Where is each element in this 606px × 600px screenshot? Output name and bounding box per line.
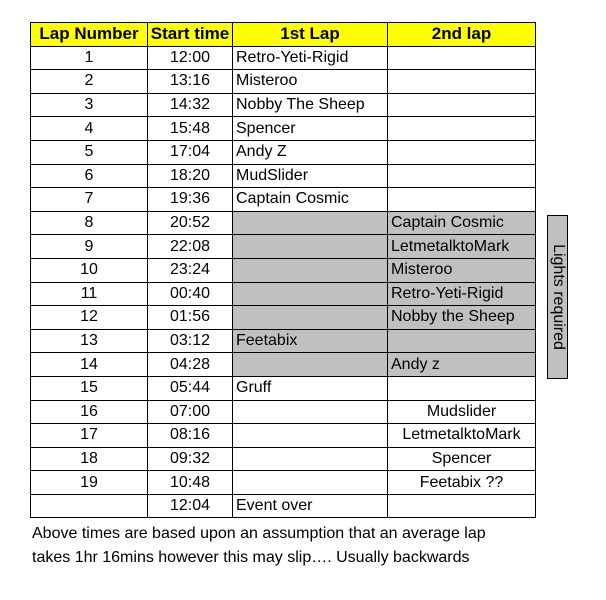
table-row bbox=[31, 329, 536, 353]
second-lap-cell bbox=[388, 140, 536, 164]
start-time-cell: 17:04 bbox=[148, 140, 233, 164]
start-time-cell: 01:56 bbox=[148, 306, 233, 330]
lights-required-label: Lights required bbox=[549, 244, 567, 350]
lap-number-cell: 11 bbox=[31, 282, 148, 306]
first-lap-cell: MudSlider bbox=[233, 164, 388, 188]
first-lap-cell: Misteroo bbox=[233, 70, 388, 94]
lap-number-cell: 10 bbox=[31, 258, 148, 282]
start-time-cell: 00:40 bbox=[148, 282, 233, 306]
second-lap-cell bbox=[388, 188, 536, 212]
table-row bbox=[31, 447, 536, 471]
footnote bbox=[32, 522, 592, 570]
lap-number-cell: 15 bbox=[31, 376, 148, 400]
lap-number-cell: 16 bbox=[31, 400, 148, 424]
start-time-cell: 14:32 bbox=[148, 93, 233, 117]
first-lap-cell: Spencer bbox=[233, 117, 388, 141]
first-lap-cell bbox=[233, 353, 388, 377]
header-row bbox=[31, 23, 536, 47]
start-time-cell: 03:12 bbox=[148, 329, 233, 353]
second-lap-cell bbox=[388, 93, 536, 117]
first-lap-cell: Nobby The Sheep bbox=[233, 93, 388, 117]
second-lap-cell bbox=[388, 70, 536, 94]
start-time-cell: 12:00 bbox=[148, 46, 233, 70]
footnote-line-1: Above times are based upon an assumption that an average lap bbox=[32, 525, 486, 542]
second-lap-cell bbox=[388, 164, 536, 188]
table-row bbox=[31, 188, 536, 212]
second-lap-cell: Spencer bbox=[388, 447, 536, 471]
start-time-cell: 10:48 bbox=[148, 471, 233, 495]
second-lap-cell: Retro-Yeti-Rigid bbox=[388, 282, 536, 306]
header-second-lap: 2nd lap bbox=[388, 23, 536, 47]
start-time-cell: 15:48 bbox=[148, 117, 233, 141]
first-lap-cell: Captain Cosmic bbox=[233, 188, 388, 212]
second-lap-cell: Nobby the Sheep bbox=[388, 306, 536, 330]
first-lap-cell: Retro-Yeti-Rigid bbox=[233, 46, 388, 70]
first-lap-cell: Andy Z bbox=[233, 140, 388, 164]
lap-number-cell: 8 bbox=[31, 211, 148, 235]
table-row bbox=[31, 46, 536, 70]
first-lap-cell bbox=[233, 306, 388, 330]
first-lap-cell bbox=[233, 424, 388, 448]
table-row bbox=[31, 376, 536, 400]
table-row bbox=[31, 211, 536, 235]
start-time-cell: 18:20 bbox=[148, 164, 233, 188]
table-row bbox=[31, 93, 536, 117]
lap-number-cell: 14 bbox=[31, 353, 148, 377]
second-lap-cell: Misteroo bbox=[388, 258, 536, 282]
lap-number-cell: 13 bbox=[31, 329, 148, 353]
table-row bbox=[31, 400, 536, 424]
start-time-cell: 22:08 bbox=[148, 235, 233, 259]
first-lap-cell bbox=[233, 282, 388, 306]
second-lap-cell: LetmetalktoMark bbox=[388, 424, 536, 448]
table-row bbox=[31, 117, 536, 141]
start-time-cell: 07:00 bbox=[148, 400, 233, 424]
second-lap-cell: Feetabix ?? bbox=[388, 471, 536, 495]
lap-number-cell: 9 bbox=[31, 235, 148, 259]
lap-number-cell: 4 bbox=[31, 117, 148, 141]
table-row bbox=[31, 471, 536, 495]
start-time-cell: 12:04 bbox=[148, 494, 233, 518]
lap-number-cell: 12 bbox=[31, 306, 148, 330]
lap-number-cell: 2 bbox=[31, 70, 148, 94]
second-lap-cell bbox=[388, 494, 536, 518]
start-time-cell: 13:16 bbox=[148, 70, 233, 94]
second-lap-cell bbox=[388, 376, 536, 400]
first-lap-cell: Event over bbox=[233, 494, 388, 518]
start-time-cell: 05:44 bbox=[148, 376, 233, 400]
table-row bbox=[31, 235, 536, 259]
lap-number-cell: 7 bbox=[31, 188, 148, 212]
lap-number-cell: 17 bbox=[31, 424, 148, 448]
second-lap-cell: LetmetalktoMark bbox=[388, 235, 536, 259]
first-lap-cell bbox=[233, 235, 388, 259]
second-lap-cell: Captain Cosmic bbox=[388, 211, 536, 235]
first-lap-cell: Gruff bbox=[233, 376, 388, 400]
start-time-cell: 23:24 bbox=[148, 258, 233, 282]
lap-number-cell: 1 bbox=[31, 46, 148, 70]
lap-number-cell: 6 bbox=[31, 164, 148, 188]
lap-number-cell: 3 bbox=[31, 93, 148, 117]
first-lap-cell bbox=[233, 447, 388, 471]
start-time-cell: 20:52 bbox=[148, 211, 233, 235]
header-first-lap: 1st Lap bbox=[233, 23, 388, 47]
header-start-time: Start time bbox=[148, 23, 233, 47]
second-lap-cell bbox=[388, 117, 536, 141]
table-row bbox=[31, 258, 536, 282]
table-row bbox=[31, 164, 536, 188]
start-time-cell: 04:28 bbox=[148, 353, 233, 377]
table-row bbox=[31, 282, 536, 306]
lap-number-cell: 18 bbox=[31, 447, 148, 471]
second-lap-cell: Mudslider bbox=[388, 400, 536, 424]
table-row bbox=[31, 353, 536, 377]
lap-number-cell bbox=[31, 494, 148, 518]
first-lap-cell bbox=[233, 471, 388, 495]
first-lap-cell bbox=[233, 258, 388, 282]
table-row bbox=[31, 424, 536, 448]
lap-number-cell: 5 bbox=[31, 140, 148, 164]
footnote-line-2: takes 1hr 16mins however this may slip…. Usually backwards bbox=[32, 549, 470, 566]
start-time-cell: 08:16 bbox=[148, 424, 233, 448]
second-lap-cell bbox=[388, 329, 536, 353]
lap-schedule-table bbox=[30, 22, 536, 518]
first-lap-cell bbox=[233, 211, 388, 235]
lights-required-box bbox=[547, 215, 568, 379]
table-row bbox=[31, 70, 536, 94]
table-row bbox=[31, 140, 536, 164]
first-lap-cell bbox=[233, 400, 388, 424]
start-time-cell: 09:32 bbox=[148, 447, 233, 471]
second-lap-cell bbox=[388, 46, 536, 70]
header-lap-number: Lap Number bbox=[31, 23, 148, 47]
start-time-cell: 19:36 bbox=[148, 188, 233, 212]
first-lap-cell: Feetabix bbox=[233, 329, 388, 353]
lap-number-cell: 19 bbox=[31, 471, 148, 495]
table-row bbox=[31, 494, 536, 518]
table-row bbox=[31, 306, 536, 330]
second-lap-cell: Andy z bbox=[388, 353, 536, 377]
